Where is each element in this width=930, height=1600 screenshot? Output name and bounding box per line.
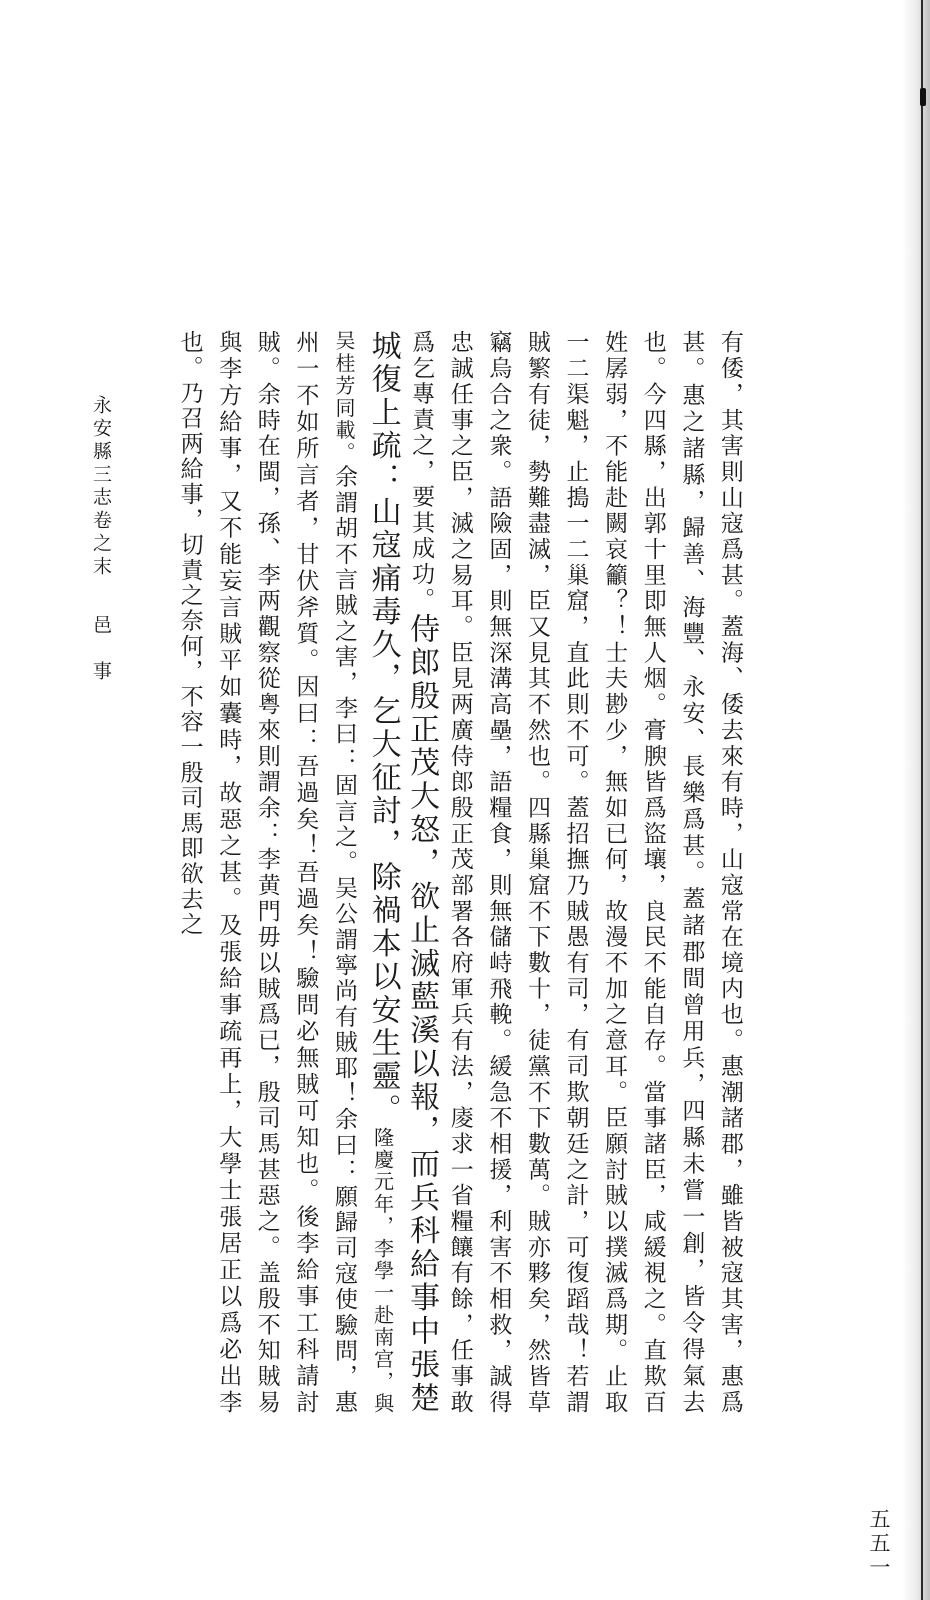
body-text-part3: 山寇痛毒久，乞大征討，除禍本以安生靈。 (365, 495, 401, 1127)
page-number: 五五一 (867, 1508, 891, 1580)
main-text-block (170, 330, 743, 1416)
body-text (170, 330, 749, 1415)
body-text-part5: 余謂胡不言賊之害，李曰：固言之。吴公謂寧尚有賊耶！余曰：願歸司寇使驗問，惠州一不如所言者，甘伏斧質。因曰：吾過矣！吾過矣！驗問必無賊可知也。後李給事工科請討賊。余時在閩，孫、李两觀察從粤來則謂余：李黄門毋以賊爲已，殷司馬甚惡之。盖殷不知賊易與李方給事，又不能妄言賊平如囊時，故惡之甚。及張給事疏再上，大學士張居正以爲必出李也。乃召两給事，切責之奈何，不容一殷司馬即欲去之 (176, 330, 357, 1415)
body-text-part1: 有倭，其害則山寇爲甚。蓋海、倭去來有時，山寇常在境内也。惠潮諸郡，雖皆被寇其害，惠爲甚。惠之諸縣，歸善、海豐、永安、長樂爲甚。蓋諸郡間曾用兵，四縣未嘗一創，皆令得氣去也。今四縣，出郭十里即無人烟。膏腴皆爲盜壤，良民不能自存。當事諸臣，咸緩視之。直欺百姓孱弱，不能赴闕哀籲？！士夫尠少，無如已何，故漫不加之意耳。臣願討賊以撲滅爲期。止取一二渠魁，止搗一二巢窟，直此則不可。蓋招撫乃賊愚有司，有司欺朝廷之計，可復蹈哉！若謂賊繁有徒，勢難盡滅，臣又見其不然也。四縣巢窟不下數十，徒黨不下數萬。賊亦夥矣，然皆草竊烏合之衆。語險固，則無深溝高壘，語糧食，則無儲峙飛輓。緩急不相援，利害不相救，誠得忠誠任事之臣，滅之易耳。臣見两廣侍郎殷正茂部署各府軍兵有法，庱求一省糧饟有餘，任事敢爲乞專責之，要其成功。 (408, 330, 743, 1415)
page-edge-shadow (902, 0, 930, 1600)
running-head-section: 邑 事 (90, 615, 112, 684)
body-text-part4: 隆慶元年，李學一赴南宫，與吴桂芳同載。 (331, 330, 395, 1416)
page-edge-line (921, 0, 923, 1600)
body-text-part2: 侍郎殷正茂大怒，欲止滅藍溪以報，而兵科給事中張楚城復上疏： (365, 330, 440, 1415)
running-head (88, 395, 115, 684)
running-head-title: 永安縣三志卷之末 (90, 395, 112, 579)
binding-mark (920, 88, 926, 106)
